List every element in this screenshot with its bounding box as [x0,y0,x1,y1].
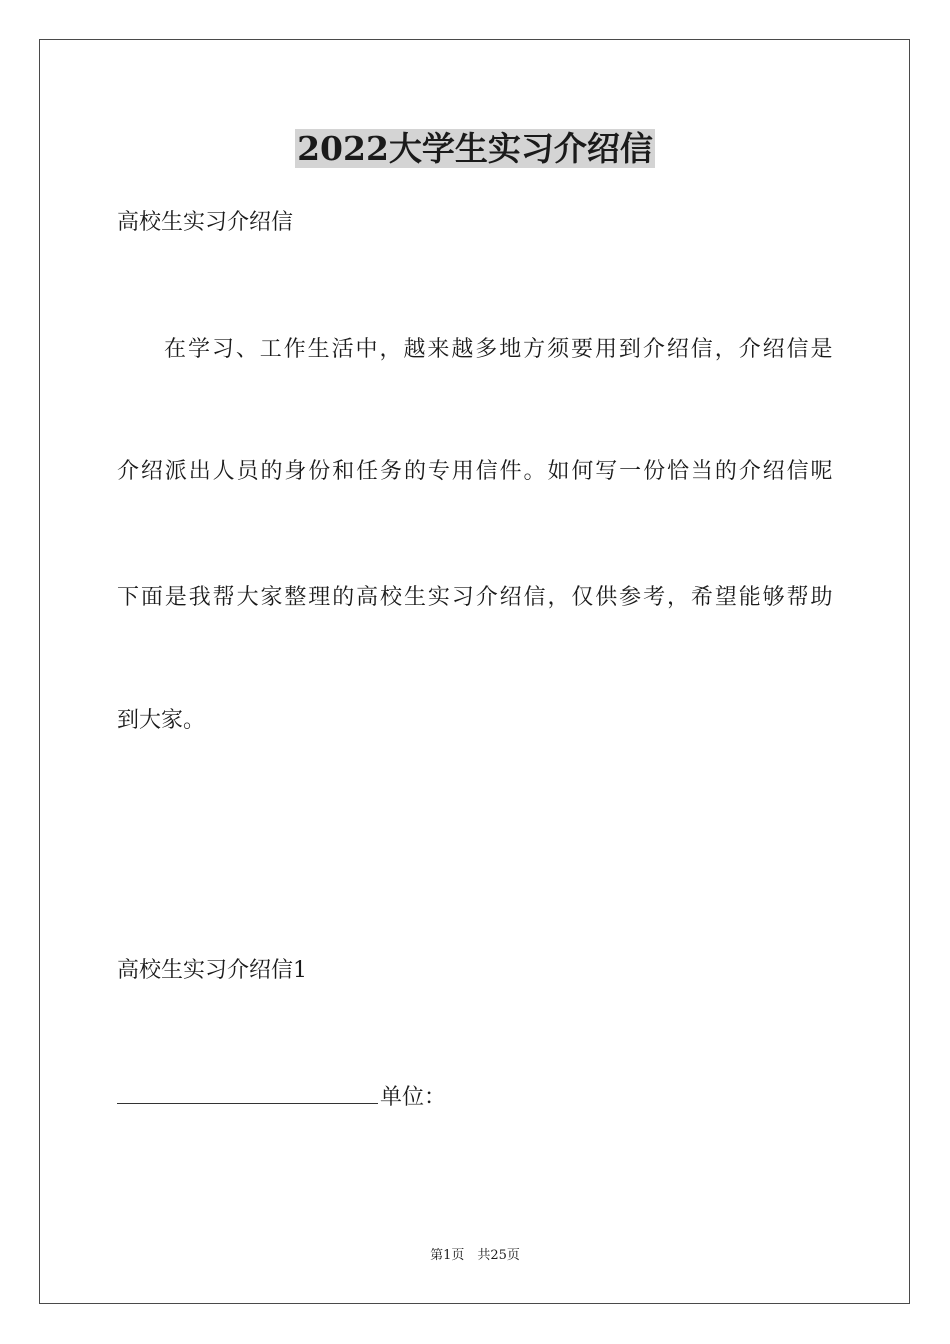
paragraph-line-3: 下面是我帮大家整理的高校生实习介绍信，仅供参考，希望能够帮助 [117,585,833,610]
document-title [0,124,950,174]
unit-blank-line [117,1081,378,1104]
unit-label: 单位： [380,1085,447,1110]
document-subtitle: 高校生实习介绍信 [117,210,294,235]
page-footer: 第1页 共25页 [430,1248,520,1263]
unit-field-row [117,1081,446,1113]
paragraph-line-4: 到大家。 [117,708,206,733]
paragraph-line-2: 介绍派出人员的身份和任务的专用信件。如何写一份恰当的介绍信呢 [117,459,833,484]
section-heading: 高校生实习介绍信1 [117,958,307,983]
paragraph-line-1: 在学习、工作生活中，越来越多地方须要用到介绍信，介绍信是 [164,337,833,362]
document-title-text: 2022大学生实习介绍信 [297,129,653,168]
